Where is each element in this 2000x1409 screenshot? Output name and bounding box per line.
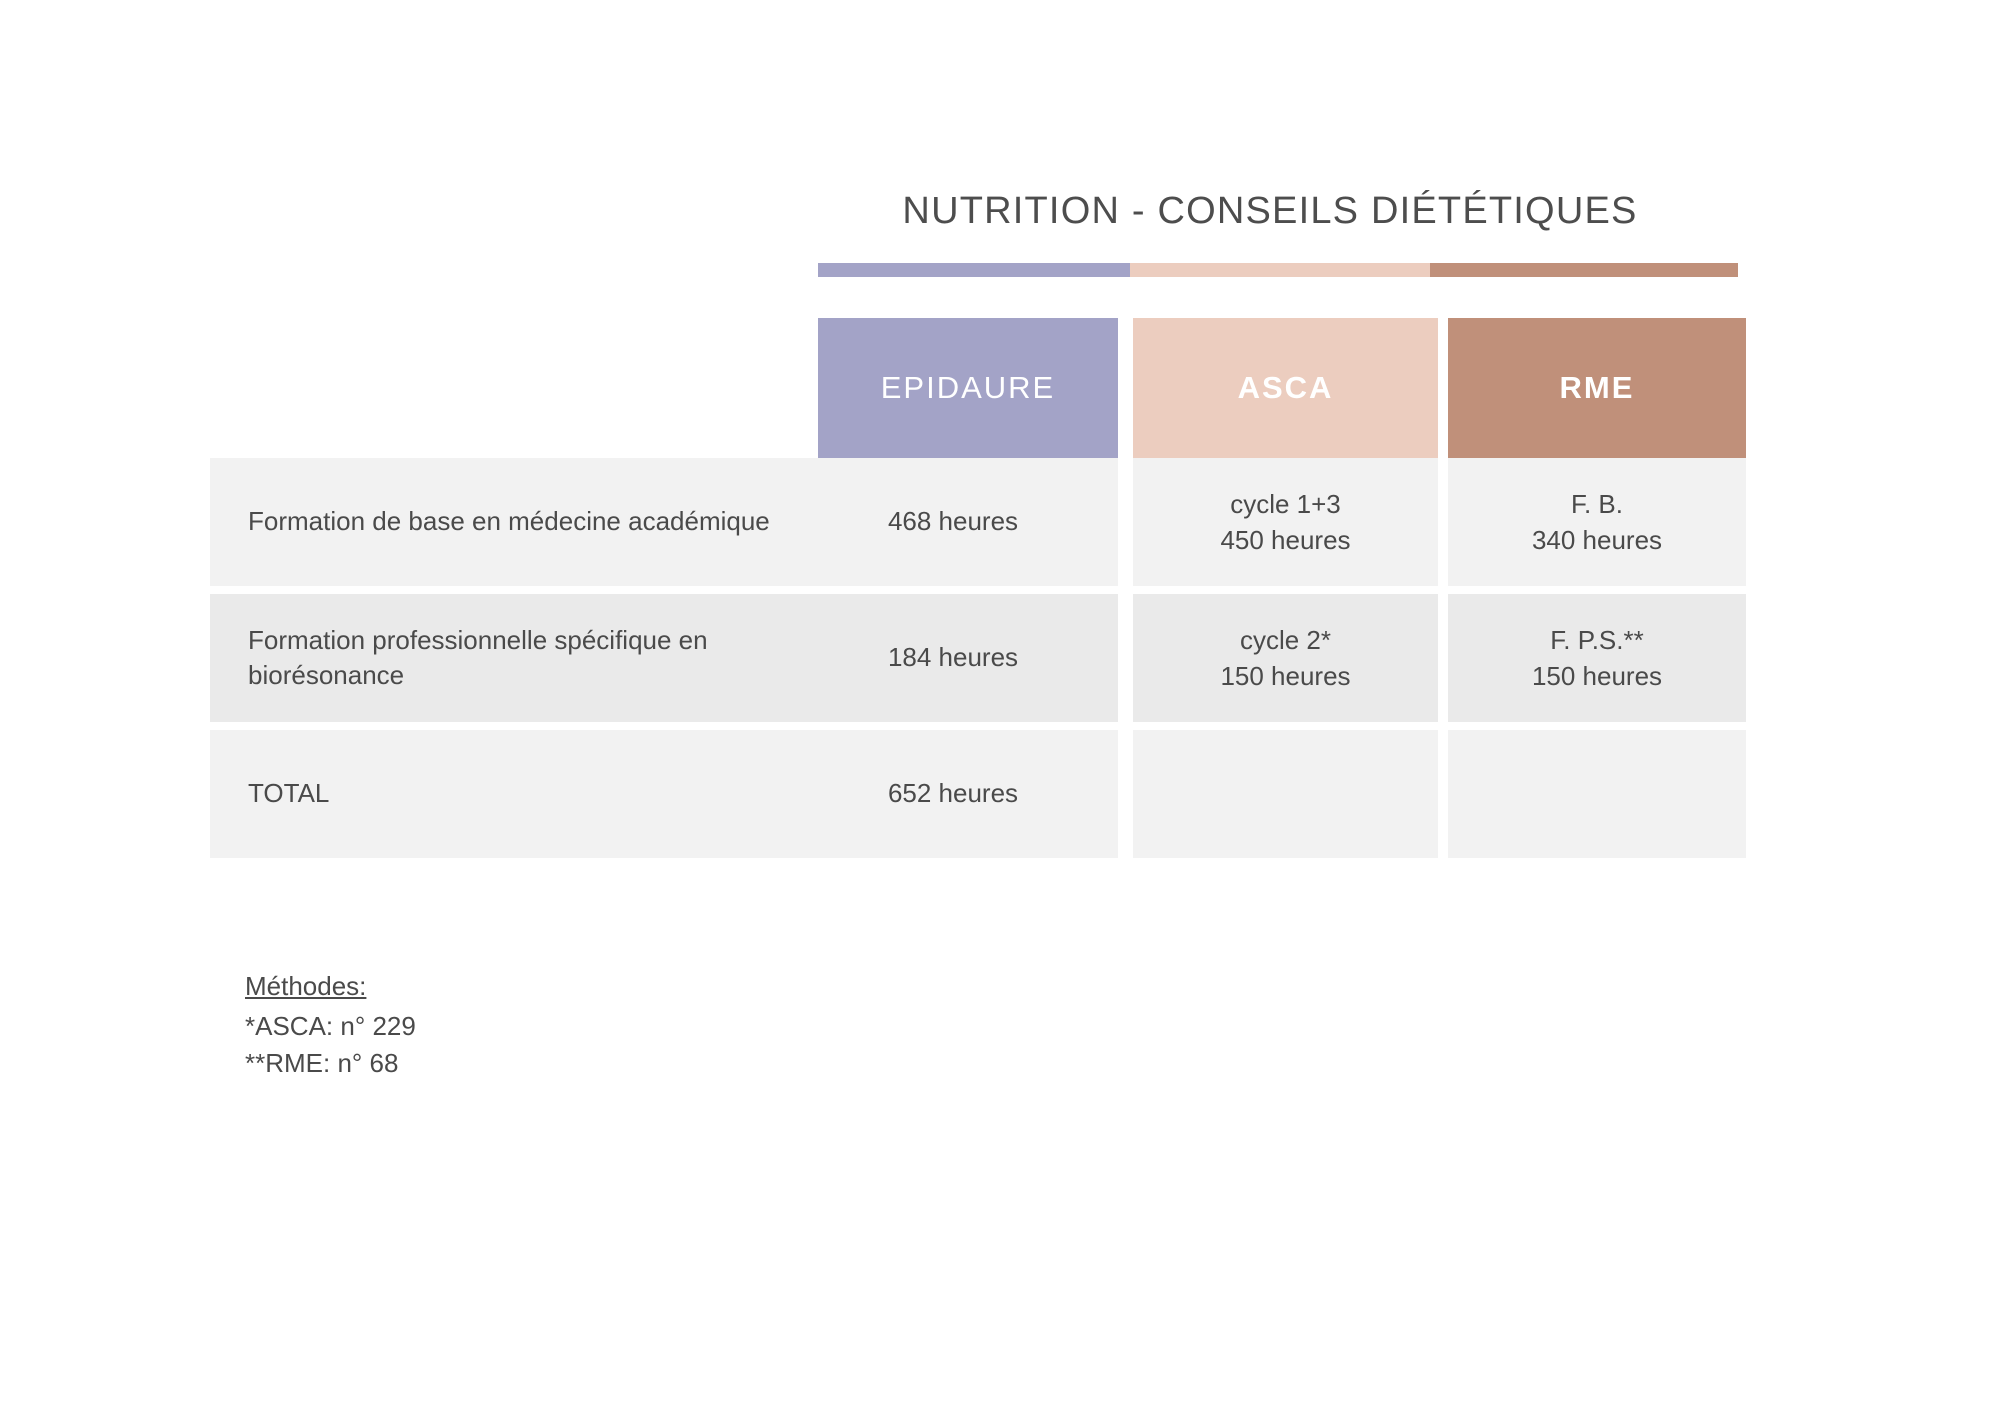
cell-rme-line1: F. B.: [1570, 488, 1623, 519]
column-header-rme: [1448, 318, 1746, 458]
cell-rme: [1448, 594, 1746, 722]
column-header-asca: [1133, 318, 1438, 458]
footnote-asca: *ASCA: n° 229: [245, 1010, 416, 1041]
cell-asca: [1133, 594, 1438, 722]
table-row-total: [210, 730, 1118, 858]
footnotes: [245, 968, 416, 1083]
cell-epidaure-value: 468 heures: [887, 506, 1019, 537]
cell-asca: [1133, 458, 1438, 586]
column-header-epidaure-label: EPIDAURE: [880, 370, 1056, 405]
footnotes-heading: Méthodes:: [245, 971, 367, 1001]
cell-asca-line1: cycle 1+3: [1230, 488, 1341, 519]
cell-rme-total: [1448, 730, 1746, 858]
cell-rme-line2: 150 heures: [1531, 661, 1663, 691]
accent-bar: [818, 263, 1738, 277]
column-header-epidaure: [818, 318, 1118, 458]
accent-segment-epidaure: [818, 263, 1130, 277]
footnote-rme: **RME: n° 68: [245, 1048, 399, 1079]
cell-epidaure-value: 184 heures: [887, 642, 1019, 673]
cell-rme-line1: F. P.S.**: [1550, 624, 1644, 655]
table-row: [210, 594, 1118, 722]
table-row: [210, 458, 1118, 586]
cell-rme: [1448, 458, 1746, 586]
cell-epidaure-total: 652 heures: [887, 778, 1019, 809]
row-label: Formation professionnelle spécifique en biorésonance: [248, 624, 708, 690]
accent-segment-asca: [1130, 263, 1430, 277]
cell-asca-line1: cycle 2*: [1239, 624, 1332, 655]
column-header-rme-label: RME: [1559, 370, 1635, 405]
cell-rme-line2: 340 heures: [1531, 525, 1663, 555]
row-label-total: TOTAL: [248, 778, 330, 809]
column-header-asca-label: ASCA: [1237, 370, 1334, 405]
page-title: NUTRITION - CONSEILS DIÉTÉTIQUES: [902, 190, 1638, 232]
cell-asca-line2: 450 heures: [1220, 525, 1351, 555]
cell-asca-line2: 150 heures: [1220, 661, 1351, 691]
cell-asca-total: [1133, 730, 1438, 858]
accent-segment-rme: [1430, 263, 1738, 277]
row-label: Formation de base en médecine académique: [248, 506, 770, 537]
